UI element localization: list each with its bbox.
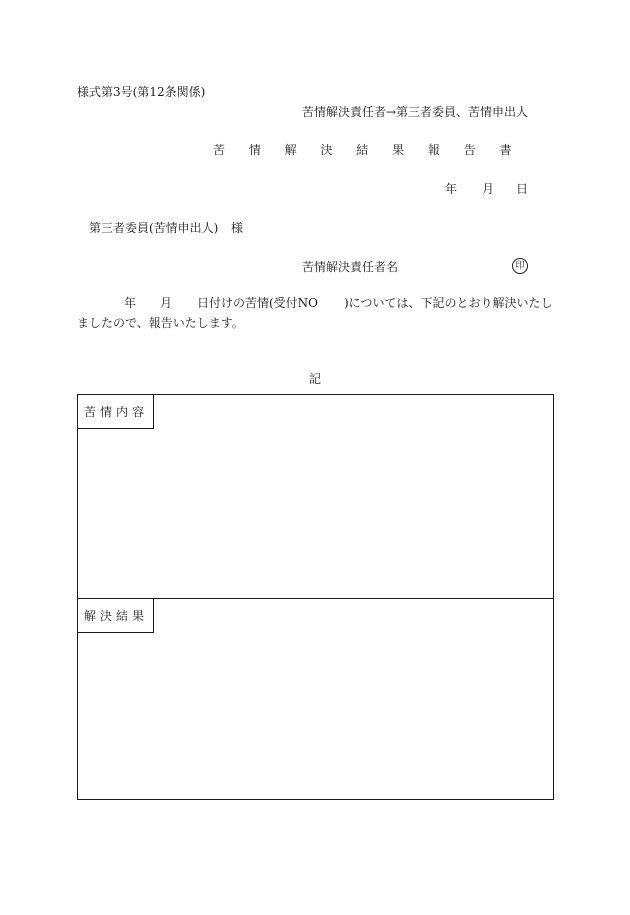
body-month: 月 bbox=[160, 296, 173, 310]
complaint-label: 苦情内容 bbox=[78, 395, 154, 429]
date-day: 日 bbox=[516, 182, 529, 196]
body-dated-complaint: 日付けの苦情(受付NO bbox=[197, 296, 319, 310]
report-table bbox=[77, 394, 554, 800]
addressee-suffix: 様 bbox=[231, 221, 244, 235]
form-number: 様式第3号(第12条関係) bbox=[77, 85, 206, 99]
date-year: 年 bbox=[445, 182, 458, 196]
complaint-section bbox=[78, 395, 553, 599]
ki-heading: 記 bbox=[309, 372, 322, 386]
date-month: 月 bbox=[482, 182, 495, 196]
body-year: 年 bbox=[124, 296, 137, 310]
document-title: 苦 情 解 決 結 果 報 告 書 bbox=[213, 143, 522, 157]
seal-mark: 印 bbox=[512, 258, 528, 274]
addressee-name: 第三者委員(苦情申出人) bbox=[89, 221, 219, 235]
result-label: 解決結果 bbox=[78, 599, 154, 633]
body-line-2: ましたので、報告いたします。 bbox=[77, 316, 244, 330]
sender-label: 苦情解決責任者名 bbox=[302, 260, 399, 274]
result-section bbox=[78, 599, 553, 799]
routing-line: 苦情解決責任者→第三者委員、苦情申出人 bbox=[302, 105, 529, 119]
body-regarding: )については、下記のとおり解決いたし bbox=[344, 296, 553, 310]
